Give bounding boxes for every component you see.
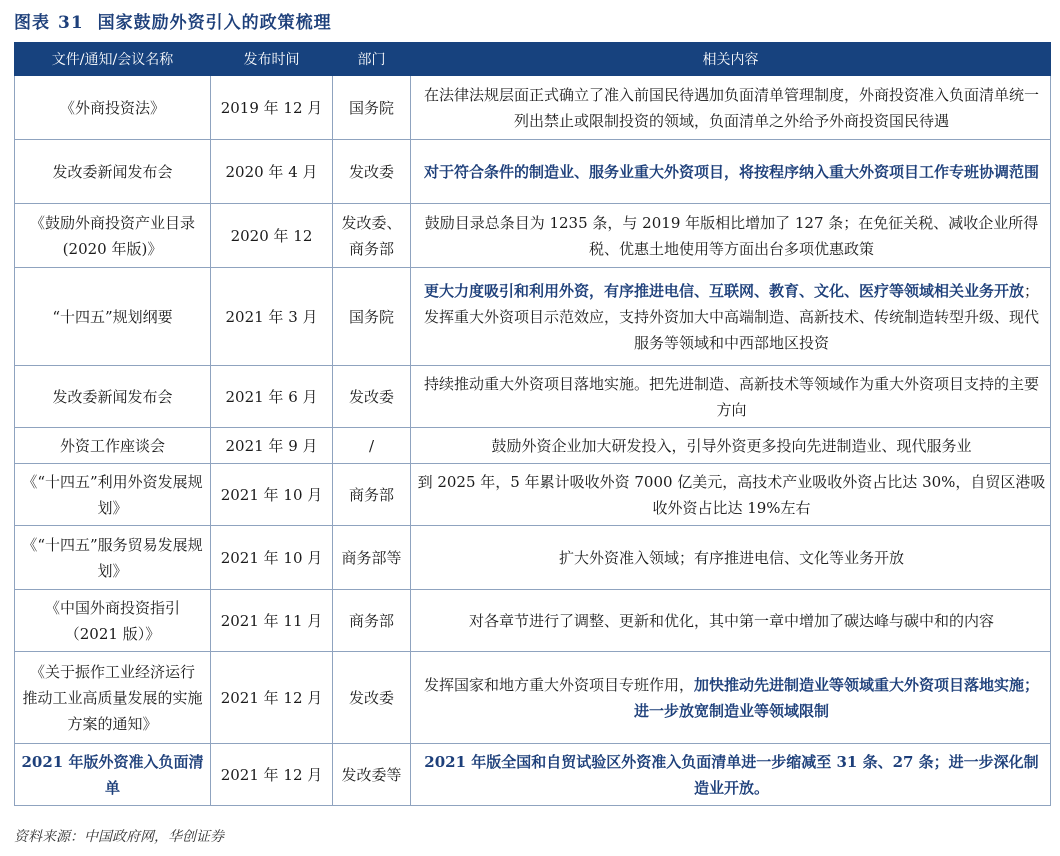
cell-dept: 发改委 <box>333 652 411 744</box>
cell-name: 《外商投资法》 <box>15 76 211 140</box>
table-row <box>15 366 1051 428</box>
content-text: 鼓励目录总条目为 1235 条，与 2019 年版相比增加了 127 条；在免征关税、减收企业所得税、优惠土地使用等方面出台多项优惠政策 <box>424 213 1039 258</box>
cell-content <box>411 652 1051 744</box>
cell-date: 2021 年 9 月 <box>211 428 333 464</box>
cell-name: 外资工作座谈会 <box>15 428 211 464</box>
figure-label: 图表 <box>14 13 50 33</box>
table-row <box>15 744 1051 806</box>
cell-content <box>411 526 1051 590</box>
cell-name: 《中国外商投资指引（2021 版）》 <box>15 590 211 652</box>
cell-date: 2021 年 6 月 <box>211 366 333 428</box>
cell-dept: 发改委等 <box>333 744 411 806</box>
header-dept: 部门 <box>333 43 411 76</box>
policy-table <box>14 42 1051 806</box>
content-text: 持续推动重大外资项目落地实施。把先进制造、高新技术等领域作为重大外资项目支持的主要方向 <box>423 374 1039 419</box>
source-note: 资料来源：中国政府网，华创证券 <box>14 829 224 845</box>
table-body <box>15 76 1051 806</box>
cell-date: 2021 年 12 月 <box>211 744 333 806</box>
cell-dept: 发改委 <box>333 140 411 204</box>
cell-name: 发改委新闻发布会 <box>15 366 211 428</box>
table-row <box>15 428 1051 464</box>
cell-content <box>411 590 1051 652</box>
cell-name: “十四五”规划纲要 <box>15 268 211 366</box>
content-text: 鼓励外资企业加大研发投入，引导外资更多投向先进制造业、现代服务业 <box>491 436 972 455</box>
cell-content <box>411 204 1051 268</box>
content-text: 到 2025 年，5 年累计吸收外资 7000 亿美元，高技术产业吸收外资占比达 30%，自贸区港吸收外资占比达 19%左右 <box>417 472 1046 517</box>
cell-dept: / <box>333 428 411 464</box>
cell-content <box>411 464 1051 526</box>
figure-title-text: 国家鼓励外资引入的政策梳理 <box>97 13 332 33</box>
cell-dept: 国务院 <box>333 268 411 366</box>
cell-content <box>411 428 1051 464</box>
cell-dept: 商务部等 <box>333 526 411 590</box>
content-text: 发挥国家和地方重大外资项目专班作用， <box>423 675 694 694</box>
cell-dept: 发改委 <box>333 366 411 428</box>
cell-dept: 商务部 <box>333 464 411 526</box>
table-row <box>15 652 1051 744</box>
cell-date: 2021 年 11 月 <box>211 590 333 652</box>
cell-date: 2021 年 10 月 <box>211 464 333 526</box>
cell-dept: 商务部 <box>333 590 411 652</box>
cell-date: 2021 年 3 月 <box>211 268 333 366</box>
content-text: 在法律法规层面正式确立了准入前国民待遇加负面清单管理制度，外商投资准入负面清单统一列出禁止或限制投资的领域，负面清单之外给予外商投资国民待遇 <box>423 85 1039 130</box>
cell-content <box>411 76 1051 140</box>
cell-dept: 发改委、商务部 <box>333 204 411 268</box>
header-name: 文件/通知/会议名称 <box>15 43 211 76</box>
cell-date: 2021 年 10 月 <box>211 526 333 590</box>
figure-number: 31 <box>58 13 84 33</box>
content-highlight: 加快推动先进制造业等领域重大外资项目落地实施；进一步放宽制造业等领域限制 <box>633 675 1040 720</box>
table-row <box>15 590 1051 652</box>
cell-name: 发改委新闻发布会 <box>15 140 211 204</box>
header-content: 相关内容 <box>411 43 1051 76</box>
table-row <box>15 464 1051 526</box>
table-header <box>15 43 1051 76</box>
cell-date: 2020 年 4 月 <box>211 140 333 204</box>
cell-dept: 国务院 <box>333 76 411 140</box>
cell-name: 《“十四五”服务贸易发展规划》 <box>15 526 211 590</box>
table-row <box>15 268 1051 366</box>
table-row <box>15 204 1051 268</box>
content-text: 对各章节进行了调整、更新和优化，其中第一章中增加了碳达峰与碳中和的内容 <box>468 611 994 630</box>
figure-title <box>14 8 332 38</box>
table-row <box>15 526 1051 590</box>
cell-name: 2021 年版外资准入负面清单 <box>15 744 211 806</box>
cell-content <box>411 268 1051 366</box>
cell-name: 《鼓励外商投资产业目录(2020 年版)》 <box>15 204 211 268</box>
cell-date: 2019 年 12 月 <box>211 76 333 140</box>
cell-content <box>411 366 1051 428</box>
header-date: 发布时间 <box>211 43 333 76</box>
cell-date: 2021 年 12 月 <box>211 652 333 744</box>
header-row <box>15 43 1051 76</box>
cell-content <box>411 744 1051 806</box>
content-text: ；发挥重大外资项目示范效应，支持外资加大中高端制造、高新技术、传统制造转型升级、现代服务等领域和中西部地区投资 <box>423 281 1040 352</box>
content-highlight: 2021 年版全国和自贸试验区外资准入负面清单进一步缩减至 31 条、27 条；进一步深化制造业开放。 <box>424 752 1039 797</box>
cell-name: 《“十四五”利用外资发展规划》 <box>15 464 211 526</box>
content-highlight: 更大力度吸引和利用外资，有序推进电信、互联网、教育、文化、医疗等领域相关业务开放 <box>423 281 1024 300</box>
cell-name: 《关于振作工业经济运行 推动工业高质量发展的实施方案的通知》 <box>15 652 211 744</box>
cell-date: 2020 年 12 <box>211 204 333 268</box>
content-highlight: 对于符合条件的制造业、服务业重大外资项目，将按程序纳入重大外资项目工作专班协调范围 <box>423 162 1039 181</box>
table-row <box>15 140 1051 204</box>
content-text: 扩大外资准入领域；有序推进电信、文化等业务开放 <box>558 548 904 567</box>
table-row <box>15 76 1051 140</box>
cell-content <box>411 140 1051 204</box>
